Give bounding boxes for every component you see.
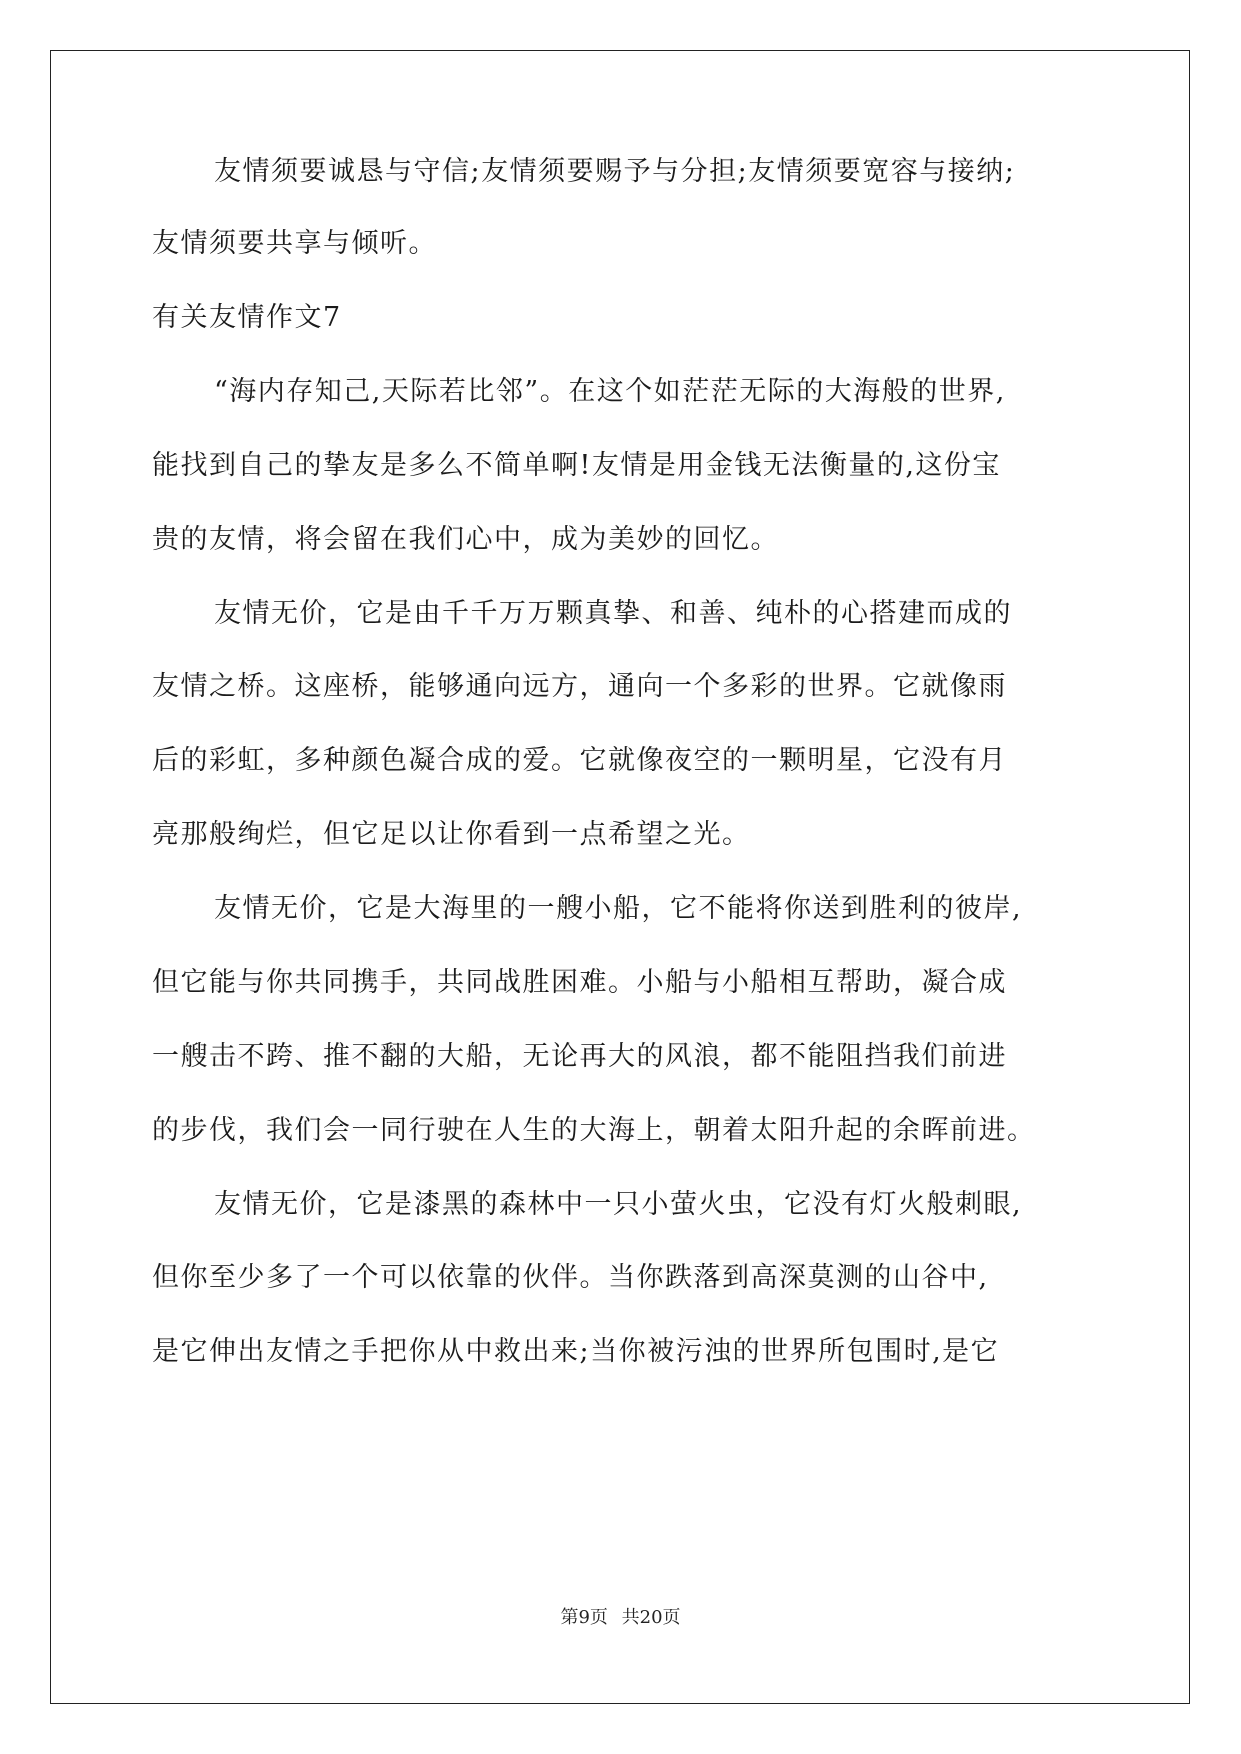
text-line: 友情无价，它是大海里的一艘小船，它不能将你送到胜利的彼岸, xyxy=(214,893,1023,924)
page-number: 第9页 xyxy=(560,1607,608,1628)
page-total: 共20页 xyxy=(621,1607,681,1628)
text-line: 的步伐，我们会一同行驶在人生的大海上，朝着太阳升起的余晖前进。 xyxy=(152,1115,1036,1146)
text-line: 友情无价，它是由千千万万颗真挚、和善、纯朴的心搭建而成的 xyxy=(214,598,1012,629)
text-line: 友情须要诚恳与守信;友情须要赐予与分担;友情须要宽容与接纳; xyxy=(214,156,1016,187)
section-heading: 有关友情作文7 xyxy=(152,302,342,333)
text-line: 友情无价，它是漆黑的森林中一只小萤火虫，它没有灯火般刺眼, xyxy=(214,1189,1023,1220)
text-line: 一艘击不跨、推不翻的大船，无论再大的风浪，都不能阻挡我们前进 xyxy=(152,1041,1007,1072)
text-line: 但你至少多了一个可以依靠的伙伴。当你跌落到高深莫测的山谷中, xyxy=(152,1262,989,1293)
text-line: 贵的友情，将会留在我们心中，成为美妙的回忆。 xyxy=(152,524,779,555)
text-line: 友情须要共享与倾听。 xyxy=(152,228,437,259)
text-line: 友情之桥。这座桥，能够通向远方，通向一个多彩的世界。它就像雨 xyxy=(152,671,1007,702)
text-line: 能找到自己的挚友是多么不简单啊!友情是用金钱无法衡量的,这份宝 xyxy=(152,450,1001,481)
text-line: 但它能与你共同携手，共同战胜困难。小船与小船相互帮助，凝合成 xyxy=(152,967,1007,998)
text-line: 是它伸出友情之手把你从中救出来;当你被污浊的世界所包围时,是它 xyxy=(152,1336,1000,1367)
text-line: “海内存知己,天际若比邻”。在这个如茫茫无际的大海般的世界, xyxy=(214,376,1006,407)
text-line: 亮那般绚烂，但它足以让你看到一点希望之光。 xyxy=(152,819,751,850)
page-footer xyxy=(0,1603,1241,1629)
text-line: 后的彩虹，多种颜色凝合成的爱。它就像夜空的一颗明星，它没有月 xyxy=(152,745,1007,776)
